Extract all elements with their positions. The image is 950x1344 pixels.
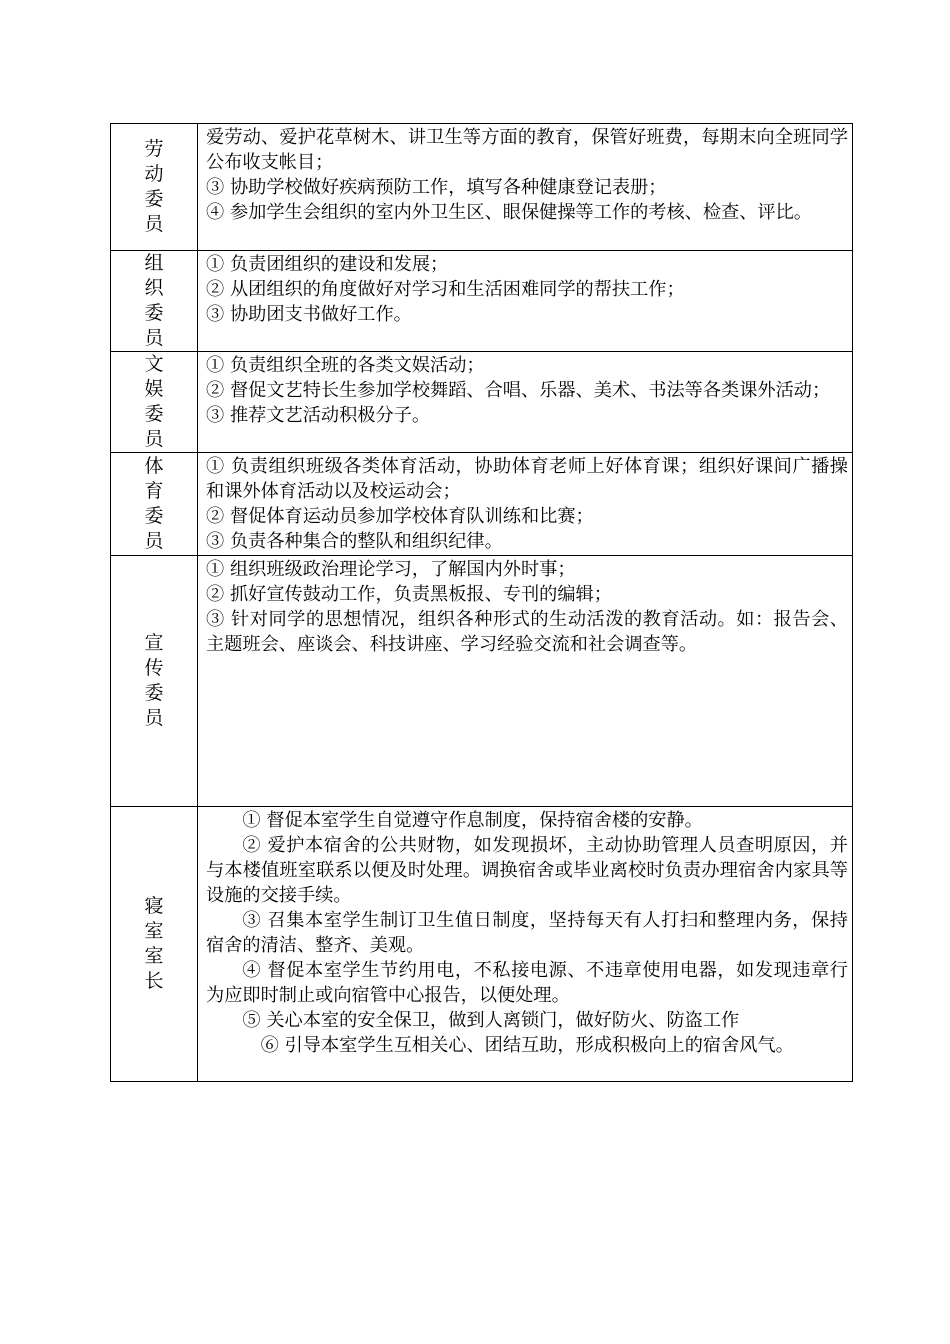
duty-item: ① 负责组织全班的各类文娱活动； [206,355,485,376]
duty-item: ③ 召集本室学生制订卫生值日制度，坚持每天有人打扫和整理内务，保持宿舍的清洁、整齐、美观。 [206,910,848,956]
table-row [111,352,853,453]
duty-item: ④ 督促本室学生节约用电，不私接电源、不违章使用电器，如发现违章行为应即时制止或向宿管中心报告，以便处理。 [206,960,848,1006]
duty-description [198,556,853,807]
role-char: 娱 [144,378,164,400]
duty-item: ① 负责组织班级各类体育活动，协助体育老师上好体育课；组织好课间广播操和课外体育活动以及校运动会； [206,456,848,502]
role-char: 宣 [144,632,164,654]
duty-item: ② 爱护本宿舍的公共财物，如发现损坏，主动协助管理人员查明原因，并与本楼值班室联系以便及时处理。调换宿舍或毕业离校时负责办理宿舍内家具等设施的交接手续。 [206,835,848,906]
duty-item: ③ 协助团支书做好工作。 [206,304,412,325]
role-cell [111,556,198,807]
duty-item: ② 从团组织的角度做好对学习和生活困难同学的帮扶工作； [206,279,685,300]
duty-description [198,352,853,453]
role-char: 育 [144,480,164,502]
duty-item: ② 抓好宣传鼓动工作，负责黑板报、专刊的编辑； [206,584,612,605]
role-char: 委 [144,403,164,425]
role-char: 文 [144,353,164,375]
duty-item: ③ 负责各种集合的整队和组织纪律。 [206,531,503,552]
role-char: 劳 [144,138,164,160]
table-row [111,556,853,807]
role-char: 委 [144,682,164,704]
role-char: 员 [144,428,164,450]
duty-description [198,453,853,556]
role-char: 室 [144,920,164,942]
role-char: 员 [144,530,164,552]
role-char: 委 [144,188,164,210]
role-cell [111,453,198,556]
duty-description [198,807,853,1082]
role-cell [111,807,198,1082]
role-char: 委 [144,505,164,527]
duty-item: ② 督促文艺特长生参加学校舞蹈、合唱、乐器、美术、书法等各类课外活动； [206,380,831,401]
role-cell [111,251,198,352]
role-char: 室 [144,945,164,967]
duty-description [198,124,853,251]
role-char: 动 [144,163,164,185]
role-cell [111,124,198,251]
role-char: 委 [144,302,164,324]
duty-item: ① 负责团组织的建设和发展； [206,254,449,275]
role-char: 织 [144,277,164,299]
role-char: 组 [144,252,164,274]
role-char: 长 [144,970,164,992]
table-row [111,124,853,251]
duty-item: ③ 协助学校做好疾病预防工作，填写各种健康登记表册； [206,177,667,198]
duty-item: ③ 针对同学的思想情况，组织各种形式的生动活泼的教育活动。如：报告会、主题班会、座谈会、科技讲座、学习经验交流和社会调查等。 [206,609,848,655]
duty-item: ③ 推荐文艺活动积极分子。 [206,405,431,426]
duty-item: 爱劳动、爱护花草树木、讲卫生等方面的教育，保管好班费，每期末向全班同学公布收支帐目； [206,127,848,173]
duty-item: ① 组织班级政治理论学习，了解国内外时事； [206,559,576,580]
duty-item: ① 督促本室学生自觉遵守作息制度，保持宿舍楼的安静。 [242,810,703,831]
duties-table [110,123,853,1082]
role-char: 寝 [144,895,164,917]
role-char: 员 [144,213,164,235]
table-row [111,453,853,556]
duty-item: ② 督促体育运动员参加学校体育队训练和比赛； [206,506,594,527]
role-char: 员 [144,327,164,349]
role-char: 传 [144,657,164,679]
role-char: 体 [144,455,164,477]
duty-item: ④ 参加学生会组织的室内外卫生区、眼保健操等工作的考核、检查、评比。 [206,202,812,223]
duty-item: ⑤ 关心本室的安全保卫，做到人离锁门，做好防火、防盗工作 [242,1010,740,1031]
table-row [111,807,853,1082]
duty-description [198,251,853,352]
role-cell [111,352,198,453]
table-row [111,251,853,352]
role-char: 员 [144,707,164,729]
duty-item: ⑥ 引导本室学生互相关心、团结互助，形成积极向上的宿舍风气。 [260,1035,794,1056]
